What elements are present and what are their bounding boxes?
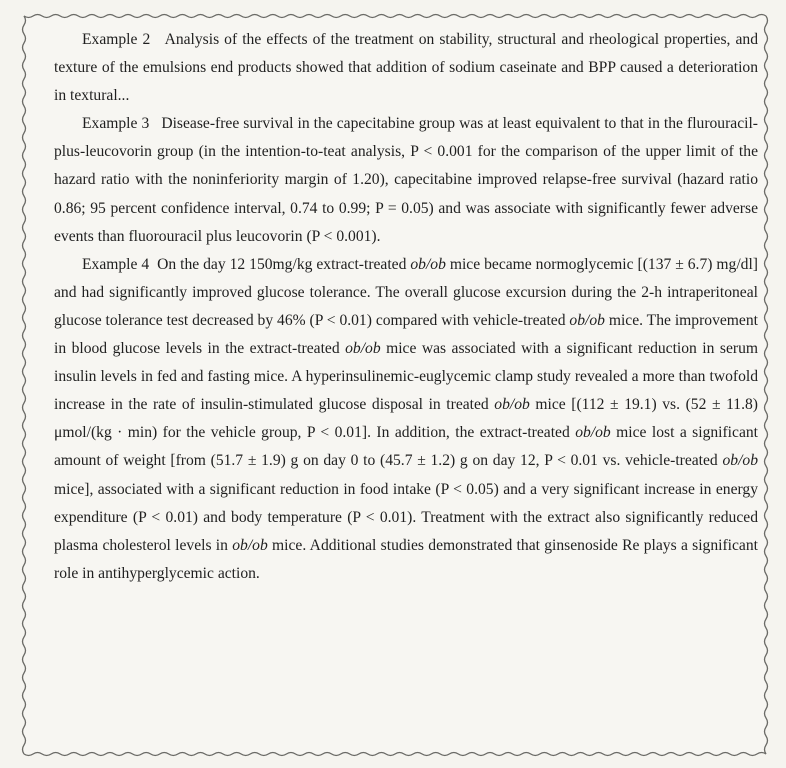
example-3-paragraph bbox=[54, 110, 758, 250]
example-4-text-part: mice], associated with a significant reduction in food intake (P < 0.05) and a very significant increase in energy expenditure (P < 0.01) and body temperature (P < 0.01). Treatment with the extract also significantly reduced plasma cholesterol levels in bbox=[54, 480, 758, 554]
example-3-text: Disease-free survival in the capecitabine group was at least equivalent to that in the flurouracil-plus-leucovorin group (in the intention-to-teat analysis, P < 0.001 for the comparison of the upper limit of the hazard ratio with the noninferiority margin of 1.20), capecitabine improved relapse-free survival (hazard ratio 0.86; 95 percent confidence interval, 0.74 to 0.99; P = 0.05) and was associate with significantly fewer adverse events than fluorouracil plus leucovorin (P < 0.001). bbox=[54, 115, 758, 245]
example-2-text: Analysis of the effects of the treatment on stability, structural and rheological properties, and texture of the emulsions end products showed that addition of sodium caseinate and BPP caused a deterioration in textural... bbox=[54, 31, 758, 105]
mouse-strain-italic: ob/ob bbox=[494, 396, 530, 414]
example-4-text-part: mice became normoglycemic [(137 ± 6.7) mg/dl] and had significantly improved glucose tolerance. The overall glucose excursion during the 2-h intraperitoneal glucose tolerance test decreased by 46% (P < 0.01) compared with vehicle-treated bbox=[54, 255, 758, 329]
example-3-label: Example 3 bbox=[82, 115, 150, 133]
example-4-text-part: mice lost a significant amount of weight [from (51.7 ± 1.9) g on day 0 to (45.7 ± 1.2) g on day 12, P < 0.01 vs. vehicle-treated bbox=[54, 424, 758, 470]
mouse-strain-italic: ob/ob bbox=[722, 452, 758, 470]
example-4-text-part: mice [(112 ± 19.1) vs. (52 ± 11.8) μmol/(kg · min) for the vehicle group, P < 0.01]. In addition, the extract-treated bbox=[54, 396, 758, 442]
example-4-text-part: mice. The improvement in blood glucose levels in the extract-treated bbox=[54, 311, 758, 358]
example-4-text-part: On the day 12 150mg/kg extract-treated bbox=[157, 255, 411, 273]
mouse-strain-italic: ob/ob bbox=[232, 536, 268, 554]
example-2-paragraph bbox=[54, 26, 758, 110]
example-4-label: Example 4 bbox=[82, 255, 150, 273]
mouse-strain-italic: ob/ob bbox=[345, 340, 381, 358]
example-2-label: Example 2 bbox=[82, 31, 151, 48]
mouse-strain-italic: ob/ob bbox=[410, 255, 446, 273]
example-4-text-part: mice was associated with a significant reduction in serum insulin levels in fed and fasting mice. A hyperinsulinemic-euglycemic clamp study revealed a more than twofold increase in the rate of insulin-stimulated glucose disposal in treated bbox=[54, 340, 758, 414]
example-4-text-part: mice. Additional studies demonstrated that ginsenoside Re plays a significant role in antihyperglycemic action. bbox=[54, 536, 758, 582]
mouse-strain-italic: ob/ob bbox=[569, 311, 605, 329]
example-4-paragraph bbox=[54, 251, 758, 588]
mouse-strain-italic: ob/ob bbox=[575, 424, 611, 442]
text-block bbox=[54, 26, 758, 588]
